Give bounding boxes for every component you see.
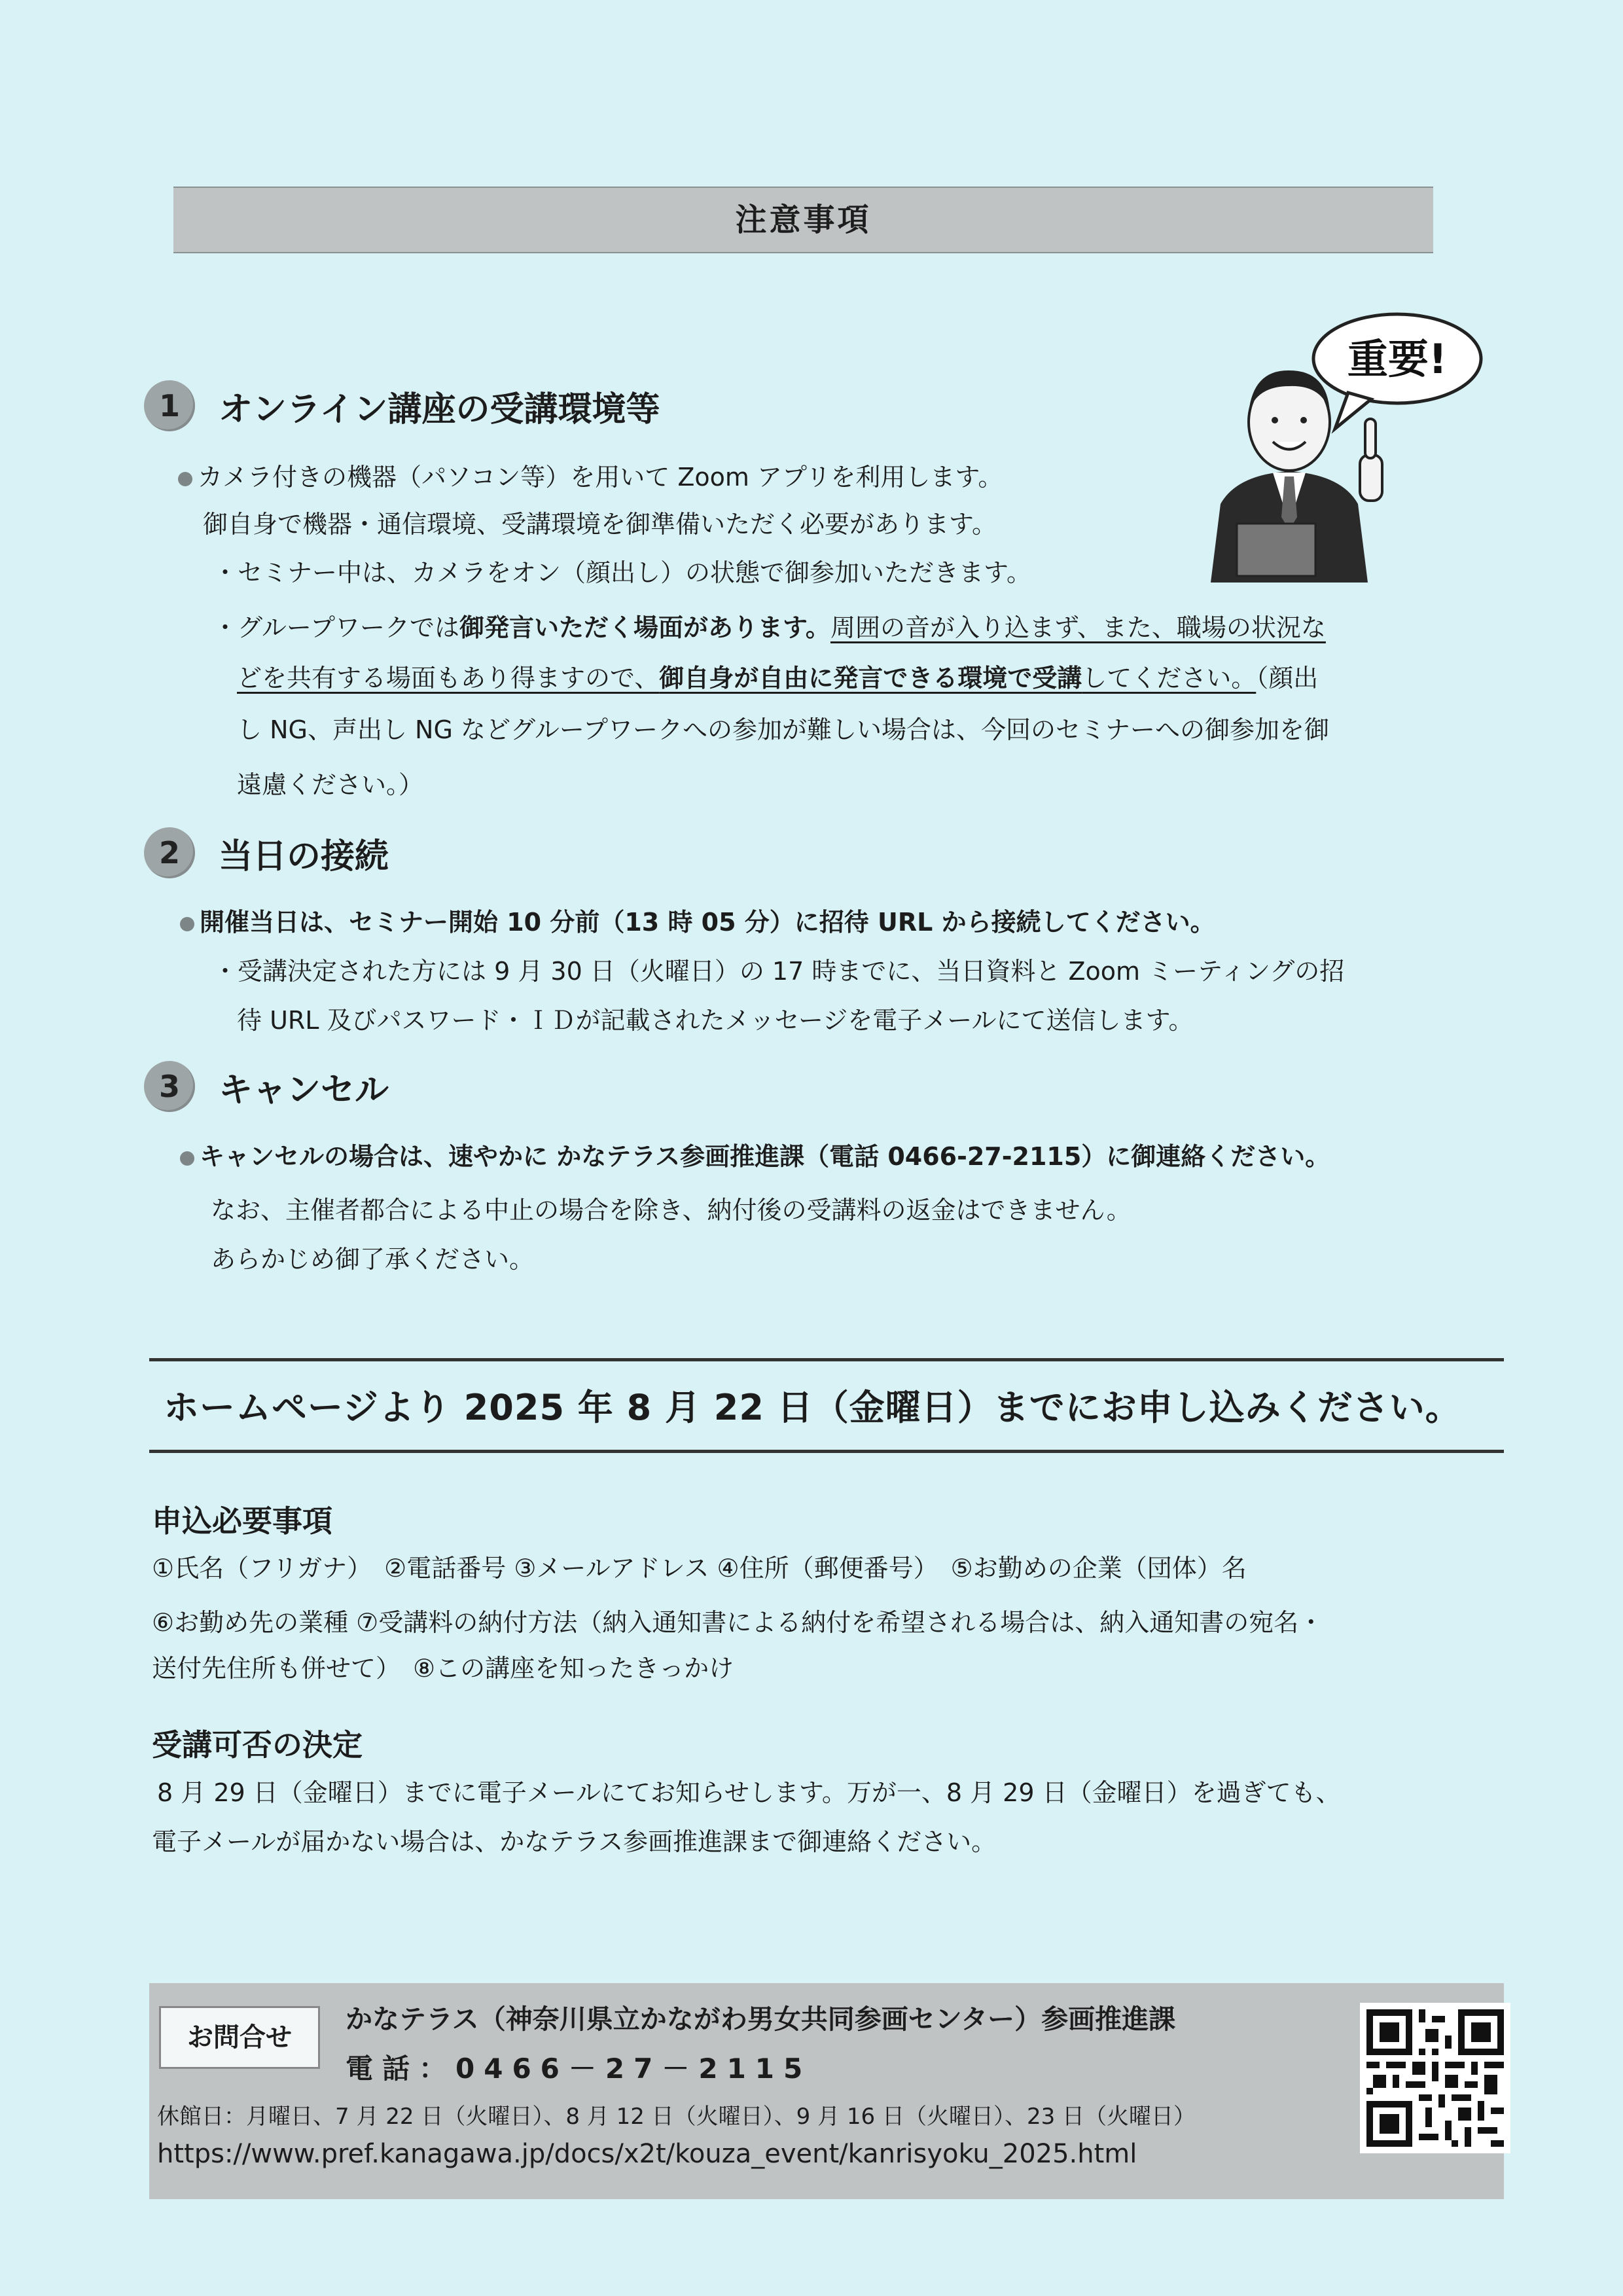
required-items-title: 申込必要事項 [152, 1503, 332, 1539]
contact-label: お問合せ [159, 2006, 320, 2069]
bullet-icon [180, 1151, 194, 1166]
application-deadline: ホームページより 2025 年 8 月 22 日（金曜日）までにお申し込みください。 [164, 1387, 1461, 1428]
section2-line1: 開催当日は、セミナー開始 10 分前（13 時 05 分）に招待 URL から接続してください。 [180, 897, 1215, 948]
section1-line3: ・セミナー中は、カメラをオン（顔出し）の状態で御参加いただきます。 [213, 558, 1031, 587]
section-title: 当日の接続 [219, 836, 389, 876]
section-cancel-heading [144, 1057, 389, 1116]
section-online-env-heading [144, 376, 660, 435]
required-items-line1: ①氏名（フリガナ） ②電話番号 ③メールアドレス ④住所（郵便番号） ⑤お勤めの企業（団体）名 [152, 1554, 1247, 1583]
bullet-icon [180, 917, 194, 931]
section3-line1: キャンセルの場合は、速やかに かなテラス参画推進課（電話 0466-27-2115）に御連絡ください。 [180, 1131, 1330, 1182]
speech-text: 重要! [1347, 335, 1448, 383]
section1-line4: ・グループワークでは御発言いただく場面があります。周囲の音が入り込まず、また、職場の状況な [213, 613, 1326, 642]
divider-bottom [149, 1450, 1504, 1453]
section-number-badge: 3 [144, 1061, 195, 1112]
decision-title: 受講可否の決定 [152, 1727, 363, 1763]
section2-line2: ・受講決定された方には 9 月 30 日（火曜日）の 17 時までに、当日資料と Zoom ミーティングの招 [213, 957, 1345, 986]
section1-line6: し NG、声出し NG などグループワークへの参加が難しい場合は、今回のセミナーへの御参加を御 [237, 715, 1329, 744]
section-number-badge: 2 [144, 827, 195, 878]
section-connection-heading [144, 823, 389, 882]
divider-top [149, 1358, 1504, 1361]
section2-line3: 待 URL 及びパスワード・ＩＤが記載されたメッセージを電子メールにて送信します。 [237, 1006, 1194, 1035]
section1-line1: カメラ付きの機器（パソコン等）を用いて Zoom アプリを利用します。 [178, 452, 1003, 503]
required-items-line3: 送付先住所も併せて） ⑧この講座を知ったきっかけ [152, 1654, 734, 1683]
section3-line3: あらかじめ御了承ください。 [211, 1245, 535, 1274]
required-items-line2: ⑥お勤め先の業種 ⑦受講料の納付方法（納入通知書による納付を希望される場合は、納入通知書の宛名・ [152, 1608, 1324, 1637]
presenter-illustration [1191, 308, 1492, 583]
section-title: キャンセル [219, 1070, 389, 1110]
decision-line1: 8 月 29 日（金曜日）までに電子メールにてお知らせします。万が一、8 月 29 日（金曜日）を過ぎても、 [157, 1778, 1341, 1807]
decision-line2: 電子メールが届かない場合は、かなテラス参画推進課まで御連絡ください。 [152, 1827, 997, 1856]
section1-line5: どを共有する場面もあり得ますので、御自身が自由に発言できる環境で受講してください。（顔出 [237, 664, 1319, 692]
section3-line2: なお、主催者都合による中止の場合を除き、納付後の受講料の返金はできません。 [211, 1196, 1132, 1225]
section1-line7: 遠慮ください。） [237, 770, 424, 799]
notice-banner: 注意事項 [173, 187, 1433, 253]
closed-days: 休館日：月曜日、7 月 22 日（火曜日）、8 月 12 日（火曜日）、9 月 16 日（火曜日）、23 日（火曜日） [157, 2104, 1196, 2130]
contact-organization: かなテラス（神奈川県立かながわ男女共同参画センター）参画推進課 [346, 2003, 1176, 2035]
qr-code-icon[interactable] [1360, 2003, 1510, 2153]
section-number-badge: 1 [144, 380, 195, 431]
contact-phone: 電話：0466－27－2115 [346, 2053, 812, 2085]
contact-box [149, 1983, 1504, 2199]
section-title: オンライン講座の受講環境等 [219, 389, 660, 429]
course-url-link[interactable]: https://www.pref.kanagawa.jp/docs/x2t/kouza_event/kanrisyoku_2025.html [157, 2139, 1137, 2169]
bullet-icon [178, 472, 192, 486]
section1-line2: 御自身で機器・通信環境、受講環境を御準備いただく必要があります。 [203, 510, 997, 539]
